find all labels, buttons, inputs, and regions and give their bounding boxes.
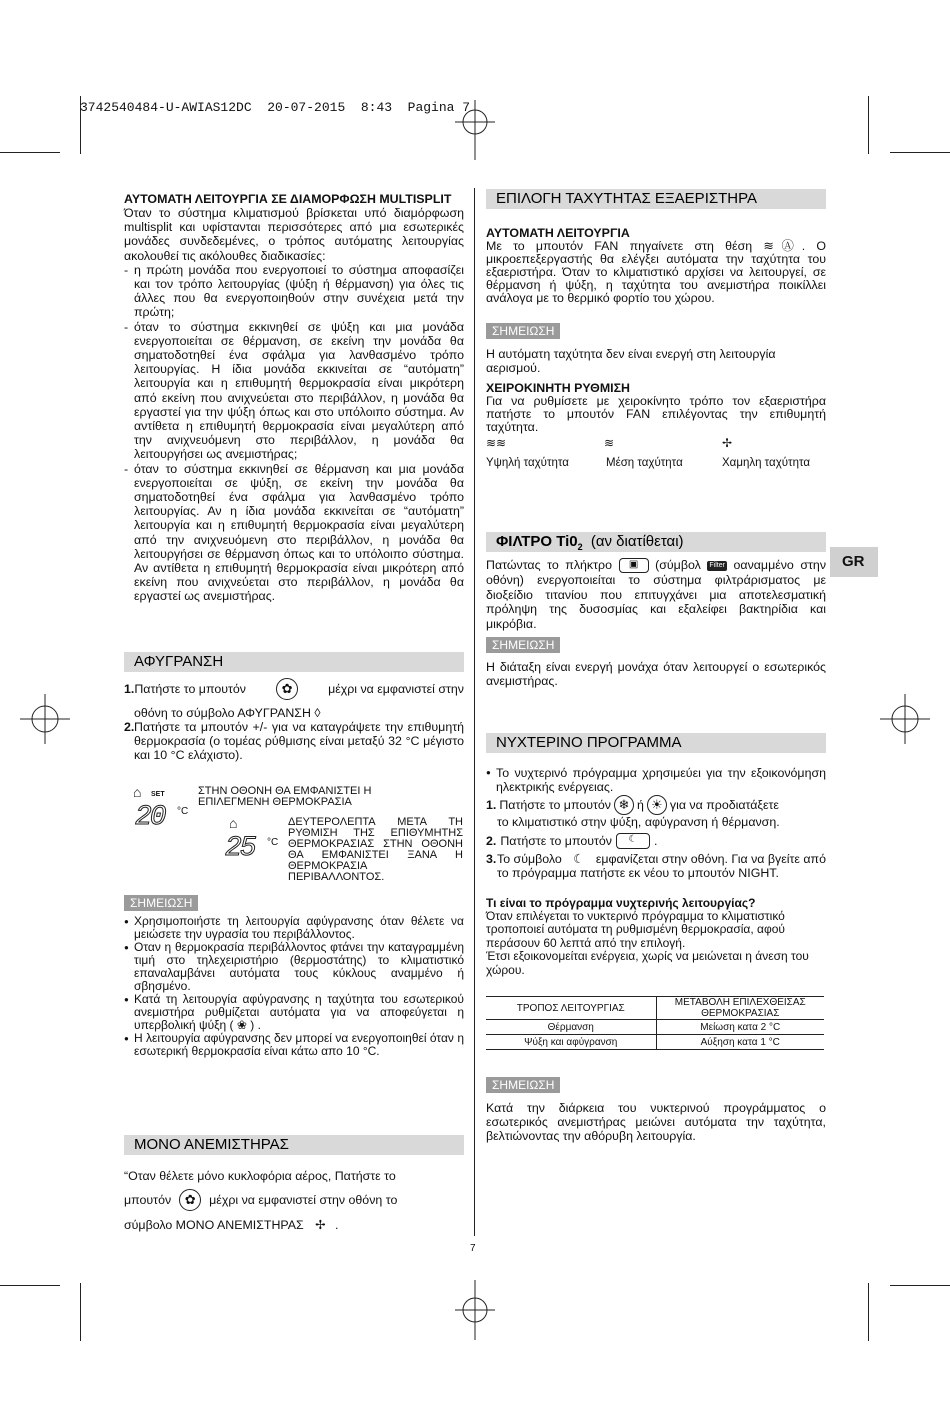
registration-mark-left (20, 694, 70, 744)
registration-mark-bottom (455, 1280, 495, 1340)
filter-title-rest: (αν διατίθεται) (590, 533, 684, 550)
night-button-icon: ☾ (616, 833, 650, 849)
multisplit-section (124, 192, 464, 604)
fan-only-line3-end: . (334, 1218, 339, 1232)
night-step3-b: εμφανίζεται στην οθόνη. Για να βγείτε από το πρόγραμμα πατήστε εκ νέου το μπουτόν NIGHT. (497, 852, 826, 881)
crop-mark (0, 152, 60, 153)
dehum-step2 (124, 720, 464, 763)
step1-text: Πατήστε το μπουτόν (134, 681, 246, 696)
degree-unit: °C (267, 837, 279, 848)
table-cell: Θέρμανση (486, 1020, 656, 1035)
print-slug: 3742540484-U-AWIAS12DC 20-07-2015 8:43 Pagina 7 (80, 100, 471, 115)
fan-symbol-icon: ✢ (315, 1218, 326, 1232)
set-label: SET (151, 791, 165, 798)
filter-text-a: Πατώντας το πλήκτρο (486, 558, 612, 572)
fan-button-icon: ✿ (179, 1189, 201, 1211)
ambient-temp-value: 25 (225, 833, 255, 864)
fan-only-line2b: μέχρι να εμφανιστεί στην οθόνη το (209, 1193, 398, 1207)
night-step2 (486, 833, 826, 849)
filter-text (486, 558, 826, 631)
step2-text: Πατήστε τα μπουτόν +/- για να καταγράψετε την επιθυμητή θερμοκρασία (ο τομέας ρύθμισης είναι μεταξύ 32 °C μέγιστο και 10 °C ελάχιστο). (134, 720, 464, 763)
filter-title-text: ΦΙΛΤΡΟ Ti0 (496, 533, 578, 550)
night-step1-a: Πατήστε το μπουτόν (499, 797, 611, 812)
display-set-temp (133, 784, 193, 844)
speed-label: Μέση ταχύτητα (606, 457, 683, 469)
question-text-2: Έτσι εξοικονομείται ενέργεια, χωρίς να μειώνεται η άνεση του χώρου. (486, 949, 809, 977)
step1-text-b: μέχρι να εμφανιστεί στην (328, 681, 464, 696)
night-note: Κατά την διάρκεια του νυκτερινού προγράμματος ο εσωτερικός ανεμιστήρας μειώνει αυτόματα την ταχύτητα, βελτιώνοντας την αθόρυβη λειτουργία. (486, 1101, 826, 1144)
question-title: Τι είναι το πρόγραμμα νυχτερινής λειτουργίας? (486, 896, 756, 910)
filter-title (486, 532, 826, 552)
gr-label: GR (842, 553, 865, 570)
list-item: ● Κατά τη λειτουργία αφύγρανσης η ταχύτητα του εσωτερικού ανεμιστήρα ρυθμίζεται αυτόματα για να αποφεύγεται η υπερβολική ψύξη ( ❀ ) . (124, 993, 464, 1032)
fan-only-line2a: μπουτόν (124, 1193, 172, 1207)
fan-auto-icon: ≋Ⓐ (763, 239, 802, 253)
moon-icon: ☾ (573, 852, 585, 866)
fan-only-text (124, 1166, 464, 1236)
display-ambient-temp (225, 815, 285, 875)
night-step1-b: για να προδιατάξετε (669, 797, 779, 812)
night-step3-a: Το σύμβολο (497, 852, 562, 866)
fan-only-line1: “Οταν θέλετε μόνο κυκλοφόρια αέρος, Πατήστε το (124, 1169, 396, 1183)
speed-label: Υψηλή ταχύτητα (486, 457, 569, 469)
list-item: ● Χρησιμοποιήστε τη λειτουργία αφύγρανσης όταν θέλετε να μειώσετε την υγρασία του περιβάλλοντος. (124, 915, 464, 941)
dehum-title: ΑΦΥΓΡΑΝΣΗ (124, 652, 464, 672)
filter-symbol: Filter (709, 561, 725, 569)
table-cell: Ψύξη και αφύγρανση (486, 1035, 656, 1050)
crop-mark (80, 1283, 81, 1341)
step-number: 3. (486, 852, 497, 866)
step-number: 1. (124, 681, 135, 696)
night-step1 (486, 795, 826, 829)
filter-note-label: ΣΗΜΕΙΩΣΗ (486, 637, 560, 653)
fan-only-line3: σύμβολο ΜΟΝΟ ΑΝΕΜΙΣΤΗΡΑΣ (124, 1218, 304, 1232)
crop-mark (868, 96, 869, 154)
list-item: - όταν το σύστημα εκκινηθεί σε θέρμανση και μια μονάδα ενεργοποιείται σε ψύξη, σε εκείνη την μονάδα θα σηματοδοτηθεί ένα σφάλμα για λανθασμένο τρόπο λειτουργίας. Αν η ίδια μονάδα εκκινείται σε “αυτόματη” λειτουργία και η επιθυμητή θερμοκρασία είναι μεγαλύτερη από την ανιχνευόμενη στο περιβάλλον, η μονάδα θα λειτουργήσει σε θέρμανση όπως και το υπόλοιπο σύστημα. Αν αντίθετα η επιθυμητή θερμοκρασία είναι μικρότερη από εκείνη που ανιχνεύεται στο περιβάλλον, η μονάδα θα εργαστεί ως ανεμιστήρας. (124, 462, 464, 604)
step-number: 2. (124, 720, 135, 734)
filter-text-c: οαναμμένο στην οθόνη) ενεργοποιείται το σύστημα φιλτράρισματος με διοξείδιο τιτανίου που επιτυγχάνει μια αποτελεσματική πρόληψη της δυσοσμίας και εξαλείφει βακτηρίδια και μικρόβια. (486, 558, 827, 631)
home-icon: ⌂ (229, 815, 238, 831)
step1-text-c: οθόνη το σύμβολο ΑΦΥΓΡΑΝΣΗ (134, 706, 311, 720)
multisplit-list (124, 263, 464, 604)
fan-speed-manual (486, 381, 826, 434)
list-item: ● Το νυχτερινό πρόγραμμα χρησιμεύει για την εξοικονόμηση ηλεκτρικής ενέργειας. (486, 766, 826, 794)
fan-speed-auto (486, 226, 826, 305)
fan-only-title: ΜΟΝΟ ΑΝΕΜΙΣΤΗΡΑΣ (124, 1135, 464, 1155)
list-item: - η πρώτη μονάδα που ενεργοποιεί το σύστημα αποφασίζει και τον τρόπο λειτουργίας (ψύξη ή θέρμανση) για όλες τις άλλες που θα ενεργοποιηθούν στην συνέχεια μετά την πρώτη; (124, 263, 464, 320)
list-item: ● Η λειτουργία αφύγρανσης δεν μπορεί να ενεργοποιηθεί όταν η εσωτερική θερμοκρασία είναι κάτω απο 10 °C. (124, 1032, 464, 1058)
multisplit-intro: Όταν το σύστημα κλιματισμού βρίσκεται υπό διαμόρφωση multisplit και υφίστανται περισσότερες από μια εσωτερικές μονάδες συνδεδεμένες, ο τρόπος αυτόματης λειτουργίας ακολουθεί τις ακόλουθες διαδικασίες: (124, 206, 464, 263)
crop-mark (0, 1285, 60, 1286)
night-note-label: ΣΗΜΕΙΩΣΗ (486, 1077, 560, 1093)
night-step1-c: το κλιματιστικό στην ψύξη, αφύγρανση ή θέρμανση. (497, 815, 780, 829)
list-item: ● Οταν η θερμοκρασία περιβάλλοντος φτάνει την καταγραμμένη τιμή στο τηλεχειριστήριο (θερμοστάτης) το κλιματιστικό επαναλαμβάνει αυτόματα τους κύκλους αναμμένο ή σβησμένο. (124, 941, 464, 993)
dehum-note-label: ΣΗΜΕΙΩΣΗ (124, 895, 198, 911)
manual-title: ΧΕΙΡΟΚΙΝΗΤΗ ΡΥΘΜΙΣΗ (486, 381, 630, 395)
auto-text-b: . Ο μικροεπεξεργαστής θα ελέγξει αυτόματα την ταχύτητα του εξαεριστήρα. Όταν το κλιματιστικό αρχίσει να λειτουργεί, σε θέρμανση ή ψύξη, η ταχύτητα του ανεμιστήρα ποικίλλει ανάλογα με το θερμικό φορτίο του χώρου. (486, 239, 827, 305)
drop-icon: ◊ (314, 706, 321, 720)
cool-button-icon: ❄ (614, 795, 634, 815)
step-number: 1. (486, 797, 497, 812)
period: . (653, 833, 658, 848)
display-set-caption: ΣΤΗΝ ΟΘΟΝΗ ΘΑ ΕΜΦΑΝΙΣΤΕΙ Η ΕΠΙΛΕΓΜΕΝΗ ΘΕΡΜΟΚΡΑΣΙΑ (198, 785, 372, 808)
night-step3 (486, 852, 826, 880)
table-cell: Μείωση κατα 2 °C (700, 1021, 781, 1033)
display-ambient-caption: ΔΕΥΤΕΡΟΛΕΠΤΑ ΜΕΤΑ ΤΗ ΡΥΘΜΙΣΗ ΤΗΣ ΕΠΙΘΥΜΗΤΗΣ ΘΕΡΜΟΚΡΑΣΙΑΣ ΣΤΗΝ ΟΘΟΝΗ ΘΑ ΕΜΦΑΝΙΣΤΕΙ ΞΑΝΑ Η ΘΕΡΜΟΚΡΑΣΙΑ ΠΕΡΙΒΑΛΛΟΝΤΟΣ. (288, 816, 463, 883)
medium-speed-icon: ≋ (604, 436, 615, 450)
night-bullet (486, 766, 826, 794)
column-divider (474, 188, 475, 1236)
set-temp-value: 20 (135, 802, 165, 833)
fan-speed-note: Η αυτόματη ταχύτητα δεν είναι ενεργή στη λειτουργία αερισμού. (486, 347, 776, 376)
dehum-notes (124, 915, 464, 1058)
dehum-step1 (124, 677, 464, 720)
high-speed-icon: ≋≋ (486, 436, 507, 450)
heat-button-icon: ☀ (647, 795, 667, 815)
filter-title-sub: 2 (577, 542, 583, 552)
night-step1-or: ή (636, 797, 644, 812)
page-number: 7 (470, 1243, 476, 1254)
fan-speed-note-label: ΣΗΜΕΙΩΣΗ (486, 323, 560, 339)
home-icon: ⌂ (133, 784, 142, 800)
night-step2-text: Πατήστε το μπουτόν (500, 833, 612, 848)
crop-mark (890, 152, 950, 153)
crop-mark (890, 1285, 950, 1286)
step-number: 2. (486, 833, 497, 848)
table-header: ΤΡΟΠΟΣ ΛΕΙΤΟΥΡΓΙΑΣ (486, 997, 656, 1020)
table-header: ΜΕΤΑΒΟΛΗ ΕΠΙΛΕΧΘΕΙΣΑΣ ΘΕΡΜΟΚΡΑΣΙΑΣ (674, 997, 806, 1019)
fan-speed-title: ΕΠΙΛΟΓΗ ΤΑΧΥΤΗΤΑΣ ΕΞΑΕΡΙΣΤΗΡΑ (486, 189, 826, 209)
degree-unit: °C (177, 806, 189, 817)
list-item: - όταν το σύστημα εκκινηθεί σε ψύξη και μια μονάδα ενεργοποιείται σε θέρμανση, σε εκείνη την μονάδα θα σηματοδοτηθεί ένα σφάλμα για λανθασμένο τρόπο λειτουργίας. Η ίδια μονάδα εκκινείται σε “αυτόματη” λειτουργία και η επιθυμητή θερμοκρασία είναι μικρότερη από εκείνη που ανιχνεύεται στο περιβάλλον, η μονάδα θα εργαστεί για την ψύξη όπως και στο υπόλοιπο σύστημα. Αν αντίθετα η επιθυμητή θερμοκρασία είναι μεγαλύτερη από την ανιχνευόμενη στο περιβάλλον, η μονάδα θα λειτουργήσει ως ανεμιστήρας; (124, 320, 464, 462)
table-cell: Αύξηση κατα 1 °C (700, 1036, 780, 1048)
crop-mark (868, 1283, 869, 1341)
multisplit-title: ΑΥΤΟΜΑΤΗ ΛΕΙΤΟΥΡΓΙΑ ΣΕ ΔΙΑΜΟΡΦΩΣΗ MULTISPLIT (124, 192, 452, 206)
auto-text (486, 240, 826, 305)
speed-label: Χαμηλη ταχύτητα (722, 457, 811, 469)
night-question (486, 896, 826, 977)
auto-text-a: Με το μπουτόν FAN πηγαίνετε στη θέση (486, 239, 753, 253)
auto-title: ΑΥΤΟΜΑΤΗ ΛΕΙΤΟΥΡΓΙΑ (486, 226, 630, 240)
question-text: Όταν επιλέγεται το νυκτερινό πρόγραμμα το κλιματιστικό τροποποιεί αυτόματα τη ρυθμισμένη θερμοκρασία, αφού περάσουν 60 λεπτά από την επιλογή. (486, 909, 785, 950)
manual-text: Για να ρυθμίσετε με χειροκίνητο τρόπο τον εξαεριστήρα πατήστε το μπουτόν FAN επιλέγοντας την επιθυμητή ταχύτητα. (486, 394, 826, 434)
fan-button-icon: ✿ (276, 678, 298, 700)
gr-badge (830, 547, 878, 577)
filter-button-icon: ▣ (619, 558, 649, 573)
night-table (486, 996, 824, 1050)
low-speed-icon: ✢ (722, 436, 733, 450)
filter-text-b: (σύμβολ (655, 558, 701, 572)
registration-mark-right (880, 694, 930, 744)
night-title: ΝΥΧΤΕΡΙΝΟ ΠΡΟΓΡΑΜΜΑ (486, 733, 826, 753)
filter-note: Η διάταξη είναι ενεργή μονάχα όταν λειτουργεί ο εσωτερικός ανεμιστήρας. (486, 660, 826, 689)
